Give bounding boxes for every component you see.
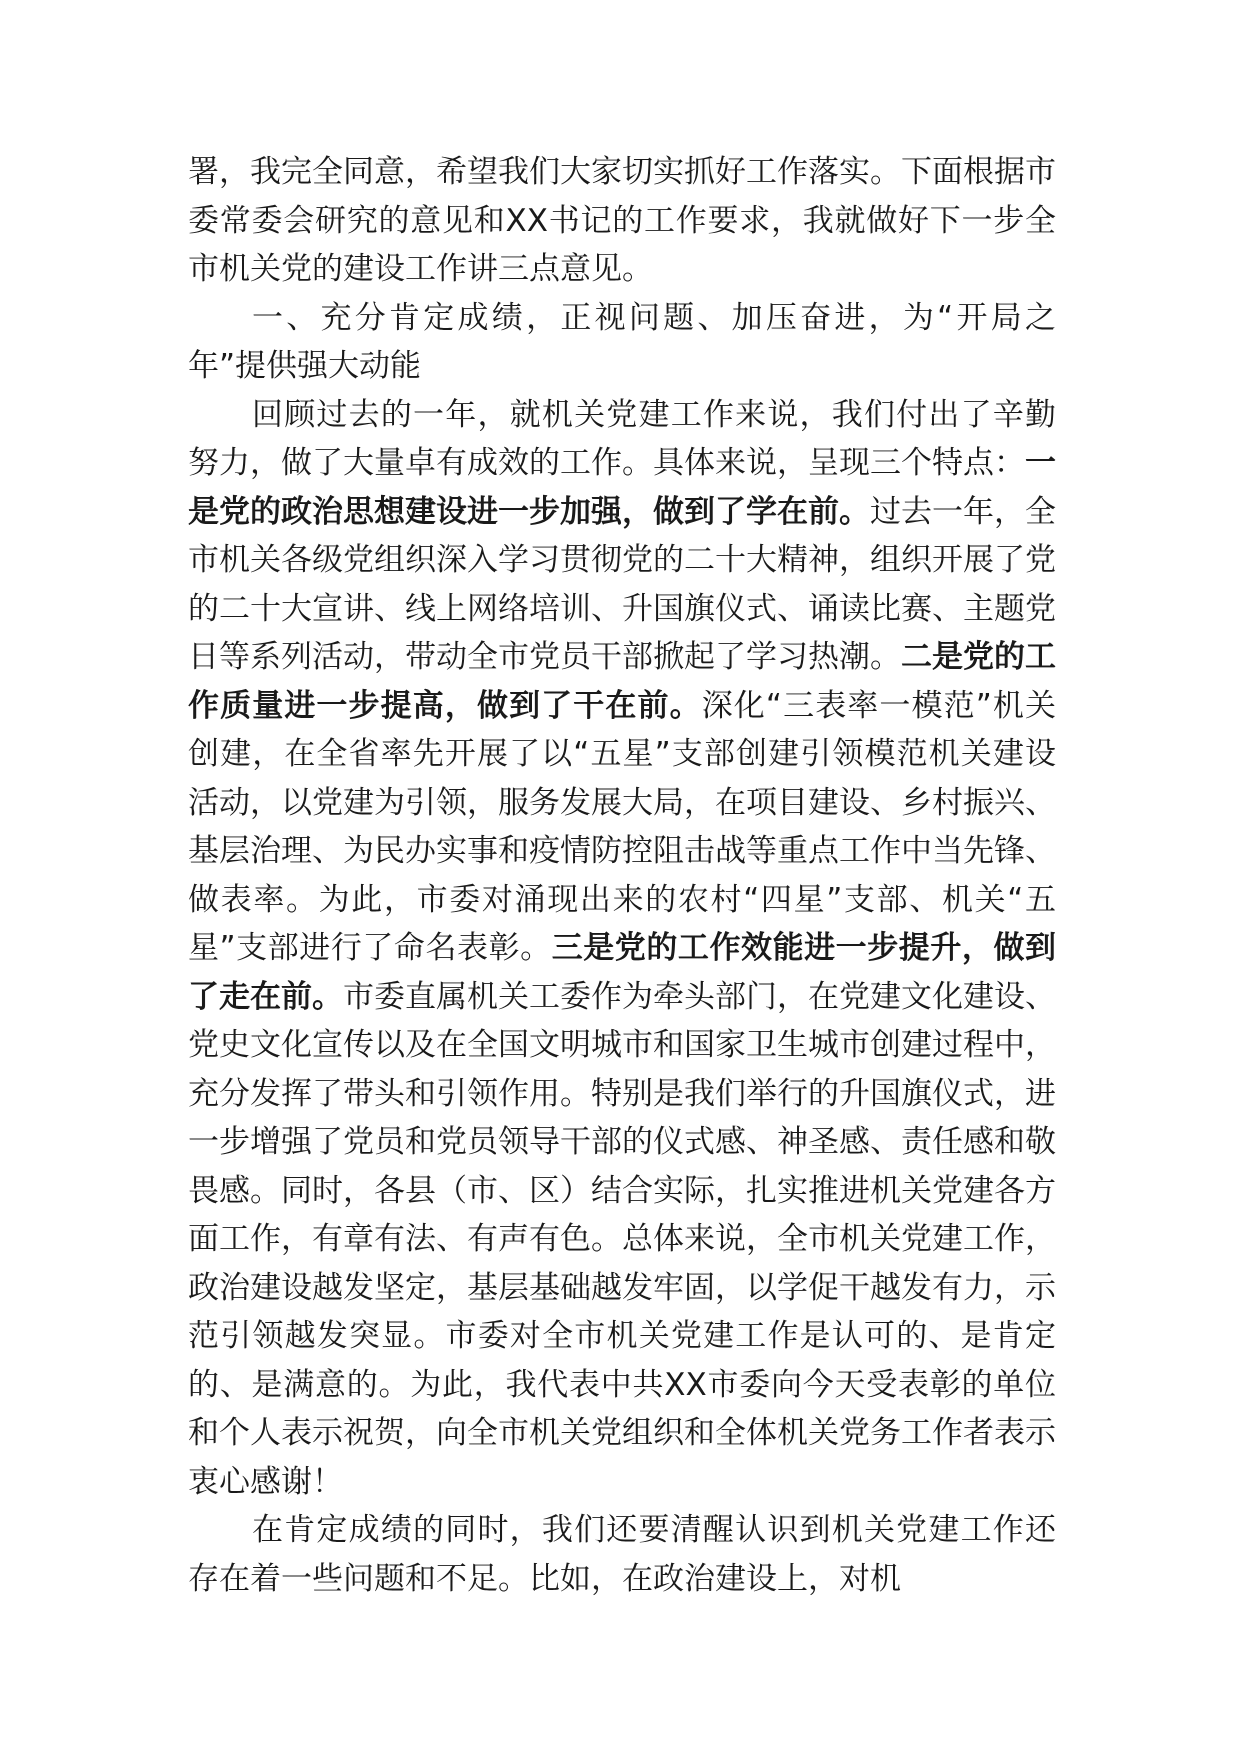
paragraph-review [188, 391, 1056, 1507]
review-text-4: 市委直属机关工委作为牵头部门，在党建文化建设、党史文化宣传以及在全国文明城市和国家卫生城市创建过程中，充分发挥了带头和引领作用。特别是我们举行的升国旗仪式，进一步增强了党员和党员领导干部的仪式感、神圣感、责任感和敬畏感。同时，各县（市、区）结合实际，扎实推进机关党建各方面工作，有章有法、有声有色。总体来说，全市机关党建工作，政治建设越发坚定，基层基础越发牢固，以学促干越发有力，示范引领越发突显。市委对全市机关党建工作是认可的、是肯定的、是满意的。为此，我代表中共XX市委向今天受表彰的单位和个人表示祝贺，向全市机关党组织和全体机关党务工作者表示衷心感谢！ [188, 978, 1056, 1500]
paragraph-problems: 在肯定成绩的同时，我们还要清醒认识到机关党建工作还存在着一些问题和不足。比如，在政治建设上，对机 [188, 1512, 1056, 1597]
paragraph-continuation: 署，我完全同意，希望我们大家切实抓好工作落实。下面根据市委常委会研究的意见和XX书记的工作要求，我就做好下一步全市机关党的建设工作讲三点意见。 [188, 154, 1056, 287]
review-text-1: 回顾过去的一年，就机关党建工作来说，我们付出了辛勤努力，做了大量卓有成效的工作。具体来说，呈现三个特点： [188, 396, 1056, 481]
feature-two-bold: 二是党的工作质量进一步提高，做到了干在前。 [188, 639, 1056, 724]
review-text-3: 深化“三表率一模范”机关创建，在全省率先开展了以“五星”支部创建引领模范机关建设活动，以党建为引领，服务发展大局，在项目建设、乡村振兴、基层治理、为民办实事和疫情防控阻击战等重点工作中当先锋、做表率。为此，市委对涌现出来的农村“四星”支部、机关“五星”支部进行了命名表彰。 [188, 687, 1056, 966]
feature-three-bold: 三是党的工作效能进一步提升，做到了走在前。 [188, 930, 1057, 1015]
feature-one-bold: 一是党的政治思想建设进一步加强，做到了学在前。 [188, 445, 1056, 530]
section-heading-one: 一、充分肯定成绩，正视问题、加压奋进，为“开局之年”提供强大动能 [188, 299, 1056, 384]
review-text-2: 过去一年，全市机关各级党组织深入学习贯彻党的二十大精神，组织开展了党的二十大宣讲、线上网络培训、升国旗仪式、诵读比赛、主题党日等系列活动，带动全市党员干部掀起了学习热潮。 [188, 493, 1056, 675]
document-page [188, 148, 1056, 1603]
